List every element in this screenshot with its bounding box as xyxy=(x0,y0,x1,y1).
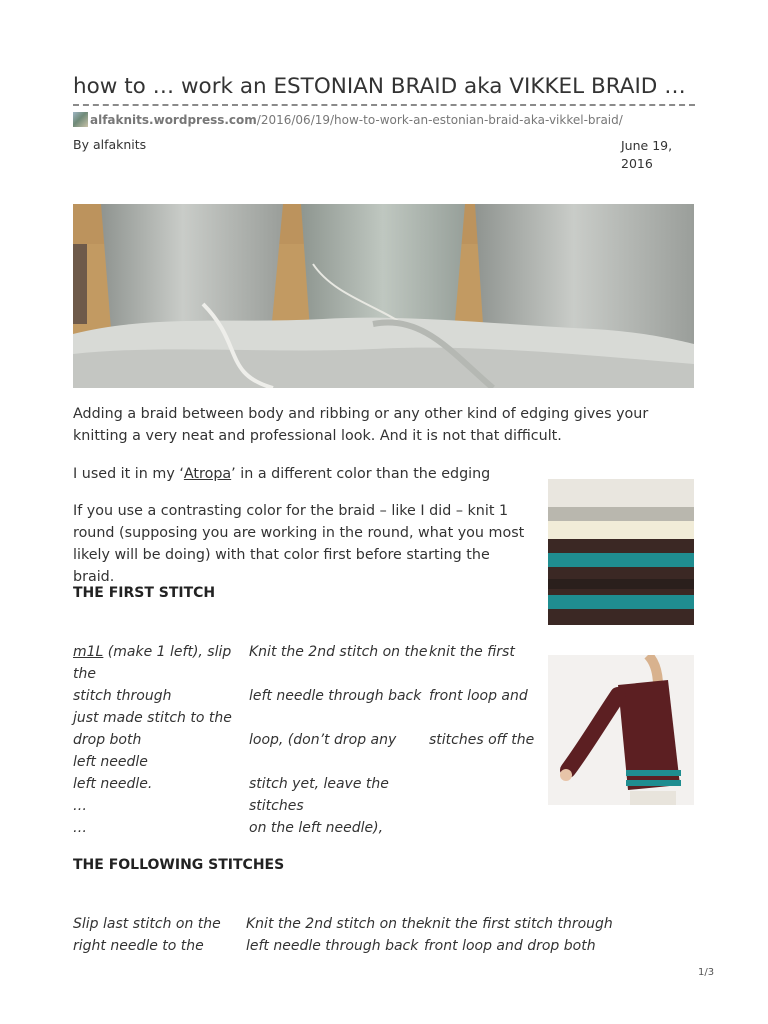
page-title: how to … work an ESTONIAN BRAID aka VIKKEL BRAID … xyxy=(73,74,686,99)
following-col1-line: right needle to the xyxy=(73,938,204,954)
byline: By alfaknits xyxy=(73,137,147,152)
sweater-photo xyxy=(548,655,694,805)
following-stitches-heading: THE FOLLOWING STITCHES xyxy=(73,857,285,873)
first-stitch-col1 xyxy=(73,641,243,839)
first-stitch-col1-line: left needle. xyxy=(73,776,153,792)
source-domain[interactable]: alfaknits.wordpress.com xyxy=(90,113,257,127)
atropa-paragraph xyxy=(73,463,533,485)
striped-knit-photo xyxy=(548,479,694,625)
post-date: June 19, 2016 xyxy=(621,138,673,171)
following-stitches-col2 xyxy=(246,913,426,957)
first-stitch-col3-line: front loop and xyxy=(429,688,528,704)
first-stitch-col3-line: stitches off the xyxy=(429,732,535,748)
source-url[interactable] xyxy=(73,112,623,128)
first-stitch-col2-line: loop, (don’t drop any xyxy=(249,732,397,748)
first-stitch-col2 xyxy=(249,641,429,839)
source-path[interactable]: /2016/06/19/how-to-work-an-estonian-braid-aka-vikkel-braid/ xyxy=(256,113,623,127)
atropa-text-before: I used it in my ‘ xyxy=(73,466,184,482)
following-stitches-col1 xyxy=(73,913,243,957)
first-stitch-col1-line1-rest: (make 1 left), slip the xyxy=(73,644,232,682)
first-stitch-col1-line: … xyxy=(73,820,87,836)
following-col2-line: left needle through back xyxy=(246,938,419,954)
title-divider xyxy=(73,104,695,106)
first-stitch-col2-line: on the left needle), xyxy=(249,820,384,836)
yarn-cones-photo xyxy=(73,204,694,388)
first-stitch-col1-line: just made stitch to the xyxy=(73,710,232,726)
first-stitch-col3-line: knit the first xyxy=(429,644,515,660)
intro-paragraph: Adding a braid between body and ribbing or any other kind of edging gives your knitting a very neat and professional look. And it is not that difficult. xyxy=(73,406,649,444)
first-stitch-col1-line: stitch through xyxy=(73,688,172,704)
atropa-link[interactable]: Atropa xyxy=(183,466,232,482)
first-stitch-col1-line: drop both xyxy=(73,732,142,748)
first-stitch-col1-line: … xyxy=(73,798,87,814)
first-stitch-col3 xyxy=(429,641,544,751)
following-col2-line: Knit the 2nd stitch on the xyxy=(246,916,425,932)
m1l-link[interactable]: m1L xyxy=(73,644,104,660)
site-favicon-icon xyxy=(73,112,88,127)
first-stitch-col2-line: stitch yet, leave the stitches xyxy=(249,776,389,814)
atropa-text-after: ’ in a different color than the edging xyxy=(231,466,491,482)
following-col1-line: Slip last stitch on the xyxy=(73,916,221,932)
first-stitch-col2-line: Knit the 2nd stitch on the xyxy=(249,644,428,660)
first-stitch-col2-line: left needle through back xyxy=(249,688,422,704)
contrast-color-paragraph: If you use a contrasting color for the braid – like I did – knit 1 round (supposing you are working in the round, what you most likely will be doing) with that color first before starting the braid. xyxy=(73,503,525,585)
following-stitches-col3 xyxy=(424,913,624,957)
page-number: 1/3 xyxy=(698,967,715,978)
following-col3-line: front loop and drop both xyxy=(424,938,596,954)
following-col3-line: knit the first stitch through xyxy=(424,916,613,932)
first-stitch-col1-line xyxy=(73,641,243,685)
first-stitch-col1-line: left needle xyxy=(73,754,148,770)
first-stitch-heading: THE FIRST STITCH xyxy=(73,585,216,601)
